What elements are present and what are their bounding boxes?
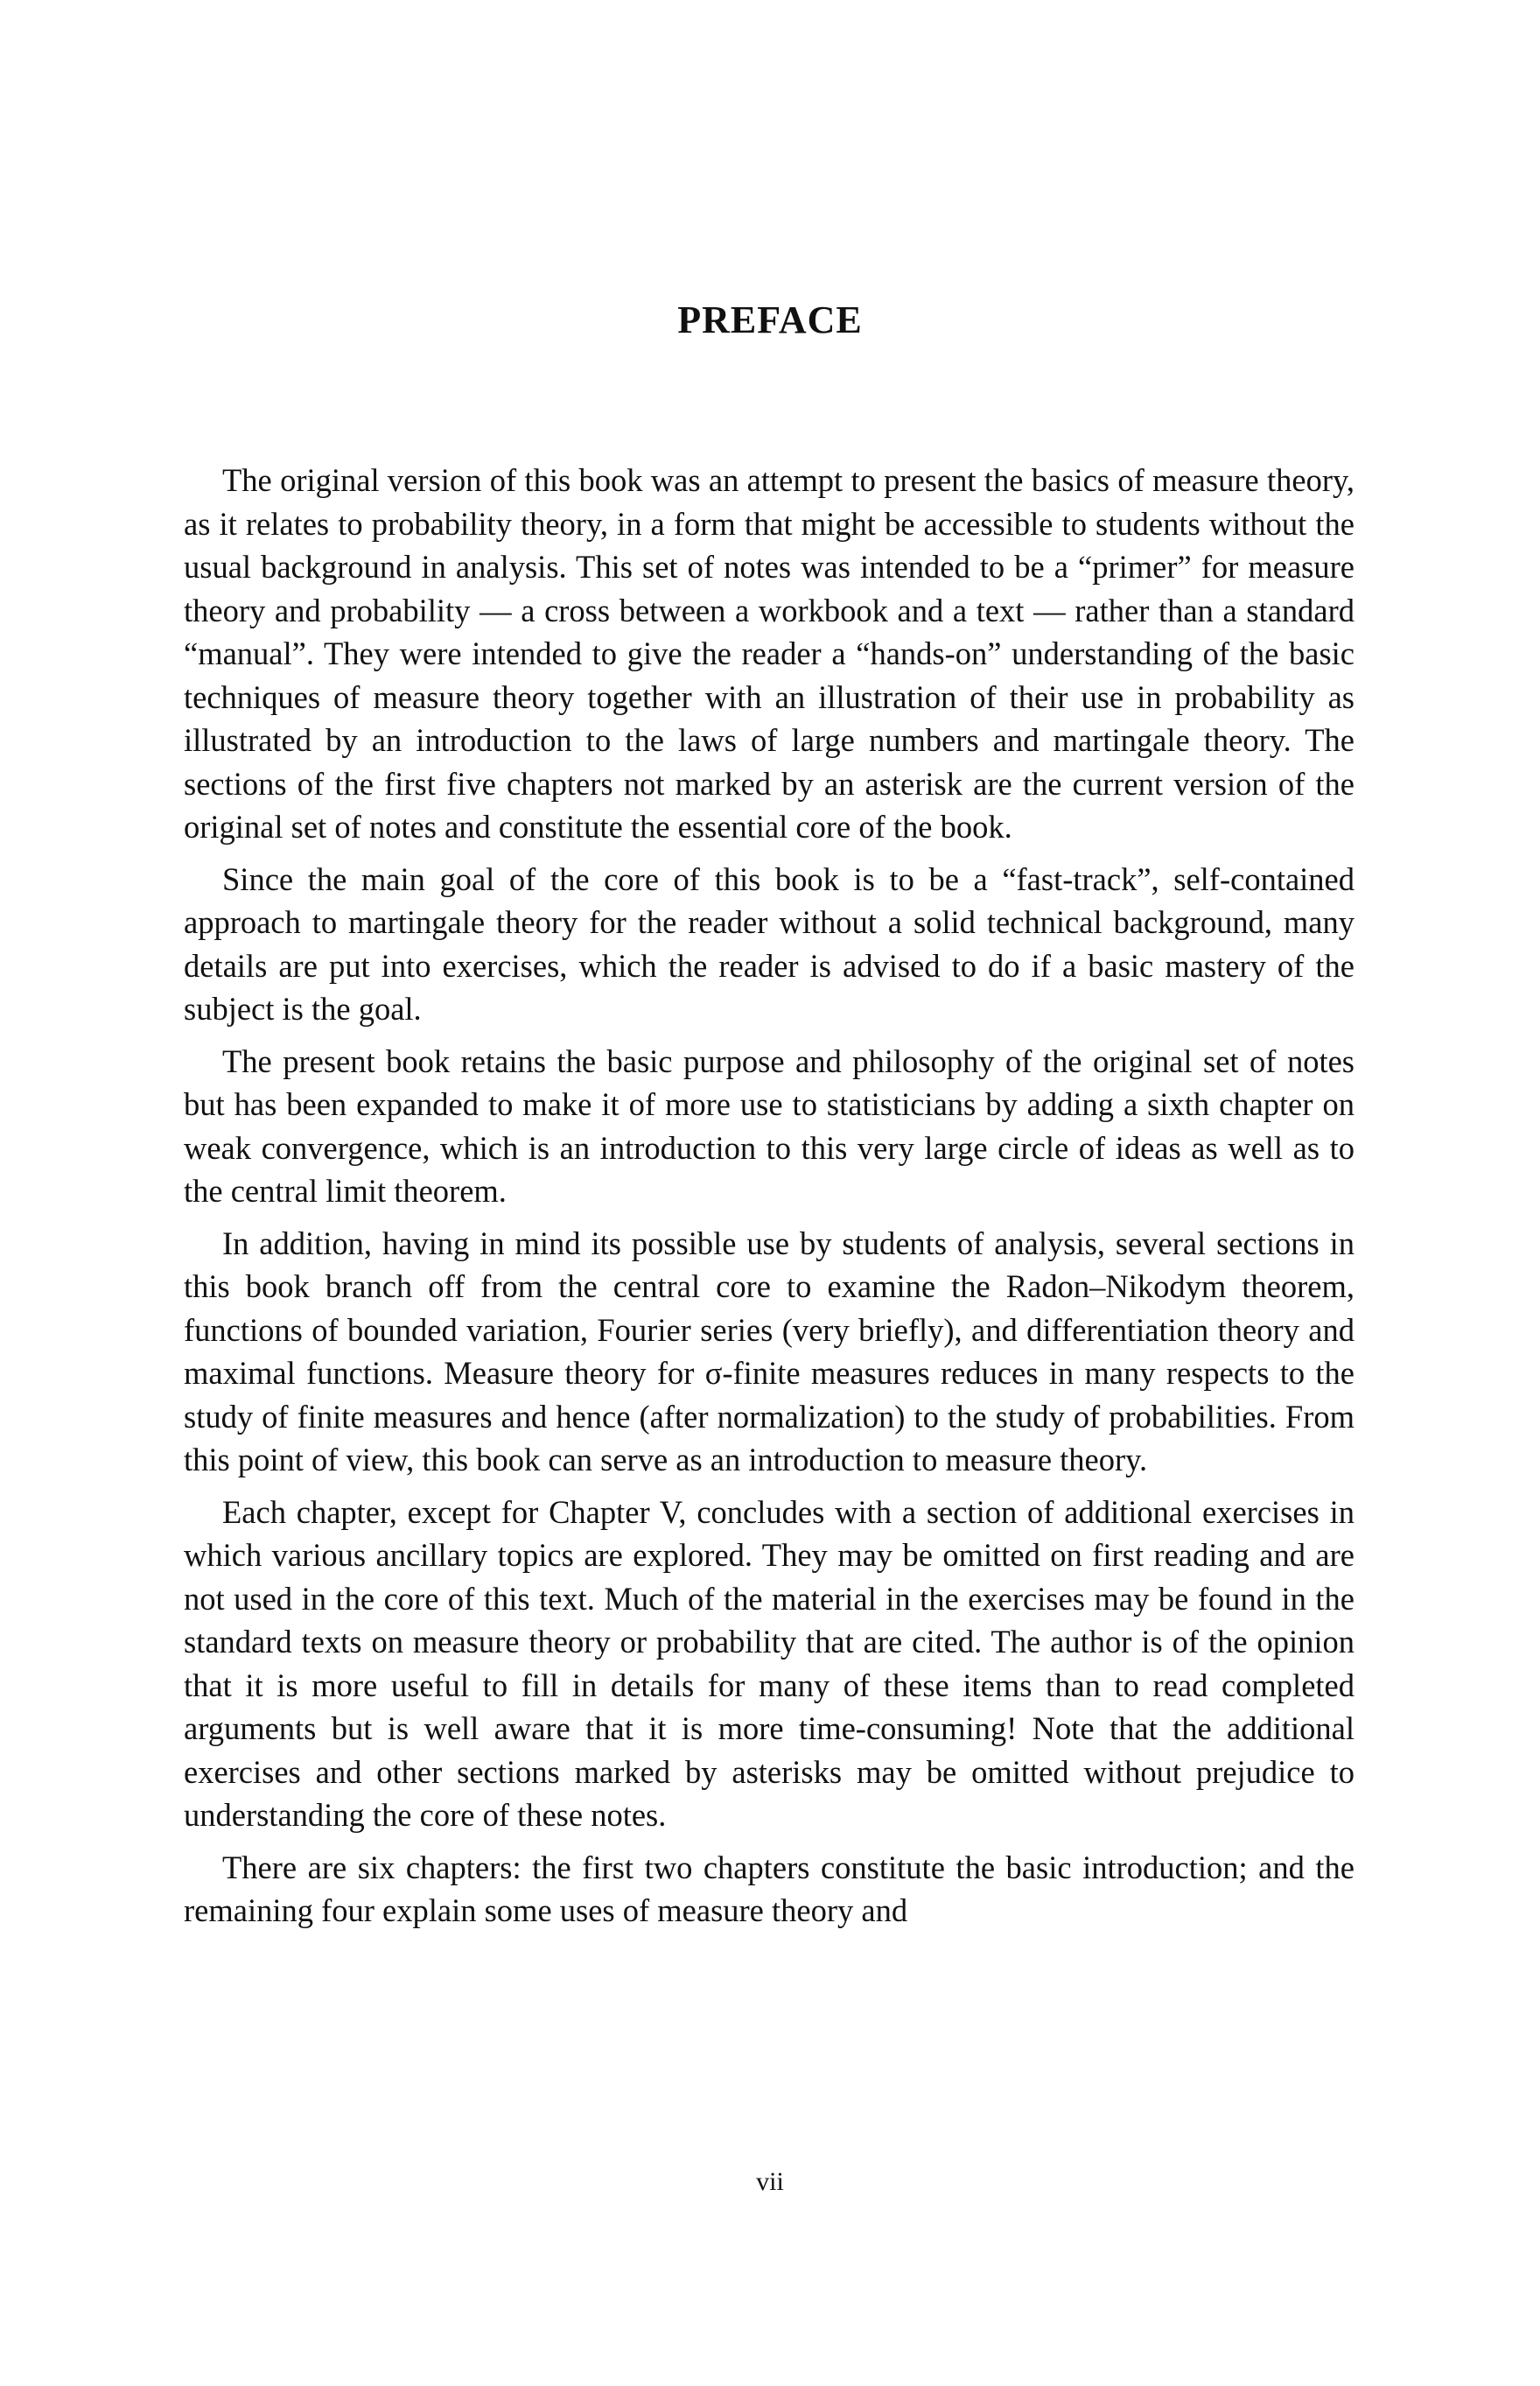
paragraph-each-chapter: Each chapter, except for Chapter V, concludes with a section of additional exercises in which various ancillary topics are explored. They may be omitted on first reading and are not used in the core of this text. Much of the material in the exercises may be found in the standard texts on measure theory or probability that are cited. The author is of the opinion that it is more useful to fill in details for many of these items than to read completed arguments but is well aware that it is more time-consuming! Note that the additional exercises and other sections marked by asterisks may be omitted without prejudice to understanding the core of these notes. — [184, 1493, 1354, 1833]
page-number: vii — [756, 2167, 784, 2196]
paragraph-original-version: The original version of this book was an attempt to present the basics of measure theory, as it relates to probability theory, in a form that might be accessible to students without the usual background in analysis. This set of notes was intended to be a “primer” for measure theory and probability — a cross between a workbook and a text — rather than a standard “manual”. They were intended to give the reader a “hands-on” understanding of the basic techniques of measure theory together with an illustration of their use in probability as illustrated by an introduction to the laws of large numbers and martingale theory. The sections of the first five chapters not marked by an asterisk are the current version of the original set of notes and constitute the essential core of the book. — [184, 462, 1354, 845]
page-title: PREFACE — [677, 298, 863, 341]
paragraph-main-goal: Since the main goal of the core of this book is to be a “fast-track”, self-contained approach to martingale theory for the reader without a solid technical background, many details are put into exercises, which the reader is advised to do if a basic mastery of the subject is the goal. — [184, 860, 1354, 1027]
paragraph-in-addition: In addition, having in mind its possible use by students of analysis, several sections in this book branch off from the central core to examine the Radon–Nikodym theorem, functions of bounded variation, Fourier series (very briefly), and differentiation theory and maximal functions. Measure theory for σ-finite measures reduces in many respects to the study of finite measures and hence (after normalization) to the study of probabilities. From this point of view, this book can serve as an introduction to measure theory. — [184, 1225, 1354, 1477]
preface-body — [184, 459, 1354, 1941]
paragraph-present-book: The present book retains the basic purpose and philosophy of the original set of notes but has been expanded to make it of more use to statisticians by adding a sixth chapter on weak convergence, which is an introduction to this very large circle of ideas as well as to the central limit theorem. — [184, 1042, 1354, 1209]
paragraph-six-chapters: There are six chapters: the first two chapters constitute the basic introduction; and the remaining four explain some uses of measure theory and — [184, 1849, 1354, 1928]
